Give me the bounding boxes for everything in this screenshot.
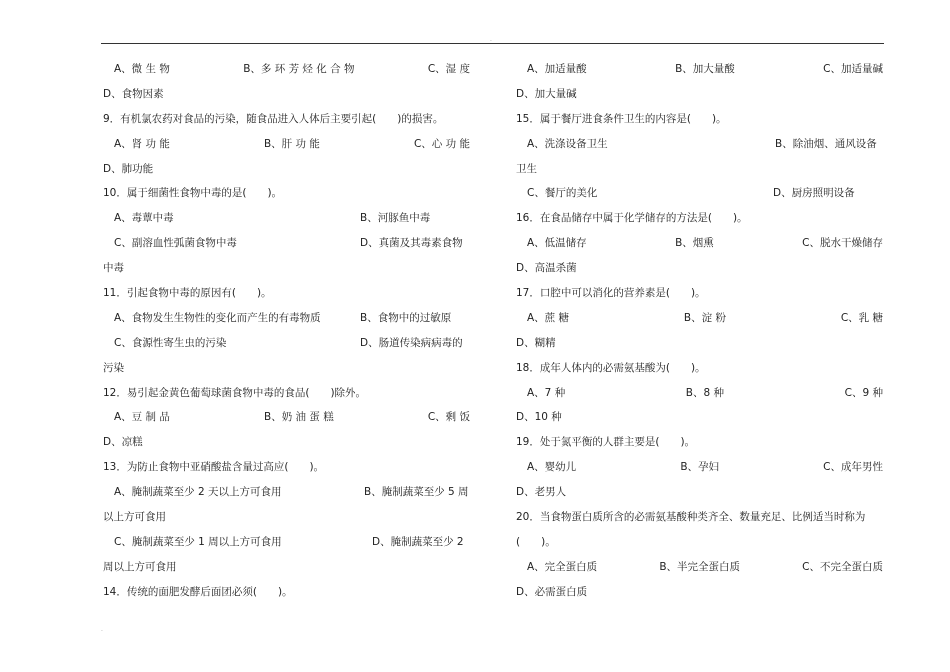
option-c: C、湿 度 [427,63,470,75]
option-d: D、腌制蔬菜至少 2 [372,535,464,548]
q15-option-b-wrap: 卫生 [516,162,537,175]
q13-options-row1 [103,480,470,505]
option-c: C、心 功 能 [413,137,470,150]
option-b: B、半完全蛋白质 [659,560,741,573]
option-b: B、8 种 [685,386,725,399]
q20-question-wrap: ( )。 [516,535,556,548]
header-dot: . [490,36,492,43]
q8-options [103,57,470,82]
option-b: B、烟熏 [675,237,714,250]
option-b: B、除油烟、通风设备 [775,137,877,150]
option-d: D、厨房照明设备 [773,187,855,200]
q12-option-d: D、凉糕 [103,436,143,449]
option-b: B、肝 功 能 [263,137,320,150]
option-c: C、副溶血性弧菌食物中毒 [114,237,237,250]
option-a: A、低温储存 [527,237,587,250]
option-c: C、乳 糖 [840,311,883,324]
option-a: A、肾 功 能 [114,137,170,150]
q17-option-d: D、糊精 [516,336,556,349]
option-c: C、剩 饭 [427,411,470,424]
q14-options [516,57,883,82]
q20-question: 20．当食物蛋白质所含的必需氨基酸种类齐全、数量充足、比例适当时称为 [516,511,866,524]
option-b: B、淀 粉 [683,311,726,324]
q10-question: 10．属于细菌性食物中毒的是( )。 [103,187,283,200]
q9-option-d: D、肺功能 [103,162,154,175]
option-a: A、完全蛋白质 [527,560,598,573]
option-b: B、食物中的过敏原 [360,311,452,324]
option-b: B、孕妇 [680,461,720,474]
option-a: A、腌制蔬菜至少 2 天以上方可食用 [114,486,282,499]
q15-options-row2 [516,181,883,206]
q11-options-row1 [103,306,470,331]
q12-options [103,405,470,430]
q13-option-d-wrap: 周以上方可食用 [103,560,177,573]
q11-question: 11．引起食物中毒的原因有( )。 [103,287,272,300]
option-c: C、腌制蔬菜至少 1 周以上方可食用 [114,535,282,548]
q10-option-d-wrap: 中毒 [103,262,124,275]
option-a: A、蔗 糖 [527,311,570,324]
option-c: C、餐厅的美化 [527,187,598,200]
option-a: A、加适量酸 [527,63,587,75]
option-b: B、奶 油 蛋 糕 [263,411,334,424]
footer-dot: . [101,626,103,633]
option-d: D、肠道传染病病毒的 [360,336,463,349]
q15-question: 15．属于餐厅进食条件卫生的内容是( )。 [516,112,727,125]
q19-option-d: D、老男人 [516,486,567,499]
option-a: A、婴幼儿 [527,461,577,474]
q13-question: 13．为防止食物中亚硝酸盐含量过高应( )。 [103,461,325,474]
option-c: C、9 种 [844,386,883,399]
q9-question: 9．有机氯农药对食品的污染，随食品进入人体后主要引起( )的损害。 [103,112,444,125]
q13-option-b-wrap: 以上方可食用 [103,511,166,524]
q19-question: 19．处于氮平衡的人群主要是( )。 [516,436,696,449]
right-column [516,57,883,605]
option-d: D、真菌及其毒素食物 [360,237,463,250]
q15-options-row1 [516,132,883,157]
q12-question: 12．易引起金黄色葡萄球菌食物中毒的食品( )除外。 [103,386,367,399]
option-c: C、不完全蛋白质 [802,560,883,573]
q10-options-row2 [103,231,470,256]
q18-question: 18．成年人体内的必需氨基酸为( )。 [516,361,706,374]
option-b: B、河豚鱼中毒 [360,212,431,225]
q16-options [516,231,883,256]
option-a: A、豆 制 品 [114,411,170,424]
q14-option-d: D、加大量碱 [516,87,577,100]
option-c: C、脱水干燥储存 [802,237,883,250]
q20-option-d: D、必需蛋白质 [516,585,588,598]
q10-options-row1 [103,206,470,231]
option-b: B、多 环 芳 烃 化 合 物 [243,63,355,75]
q14-question: 14．传统的面肥发酵后面团必须( )。 [103,585,293,598]
option-c: C、成年男性 [823,461,883,474]
option-b: B、加大量酸 [675,63,735,75]
option-c: C、食源性寄生虫的污染 [114,336,227,349]
q17-options [516,306,883,331]
option-a: A、微 生 物 [114,63,170,75]
option-a: A、7 种 [527,386,566,399]
q9-options [103,132,470,157]
header-rule [101,43,884,44]
left-column [103,57,470,605]
q13-options-row2 [103,530,470,555]
q16-option-d: D、高温杀菌 [516,262,577,275]
option-a: A、食物发生生物性的变化而产生的有毒物质 [114,311,321,324]
q8-option-d: D、食物因素 [103,87,164,100]
option-b: B、腌制蔬菜至少 5 周 [364,486,469,499]
q18-options [516,381,883,406]
q17-question: 17．口腔中可以消化的营养素是( )。 [516,287,706,300]
option-c: C、加适量碱 [823,63,883,75]
q19-options [516,455,883,480]
q11-option-d-wrap: 污染 [103,361,124,374]
option-a: A、毒蕈中毒 [114,212,174,225]
q16-question: 16．在食品储存中属于化学储存的方法是( )。 [516,212,748,225]
q20-options [516,555,883,580]
option-a: A、洗涤设备卫生 [527,137,608,150]
q11-options-row2 [103,331,470,356]
q18-option-d: D、10 种 [516,411,562,424]
